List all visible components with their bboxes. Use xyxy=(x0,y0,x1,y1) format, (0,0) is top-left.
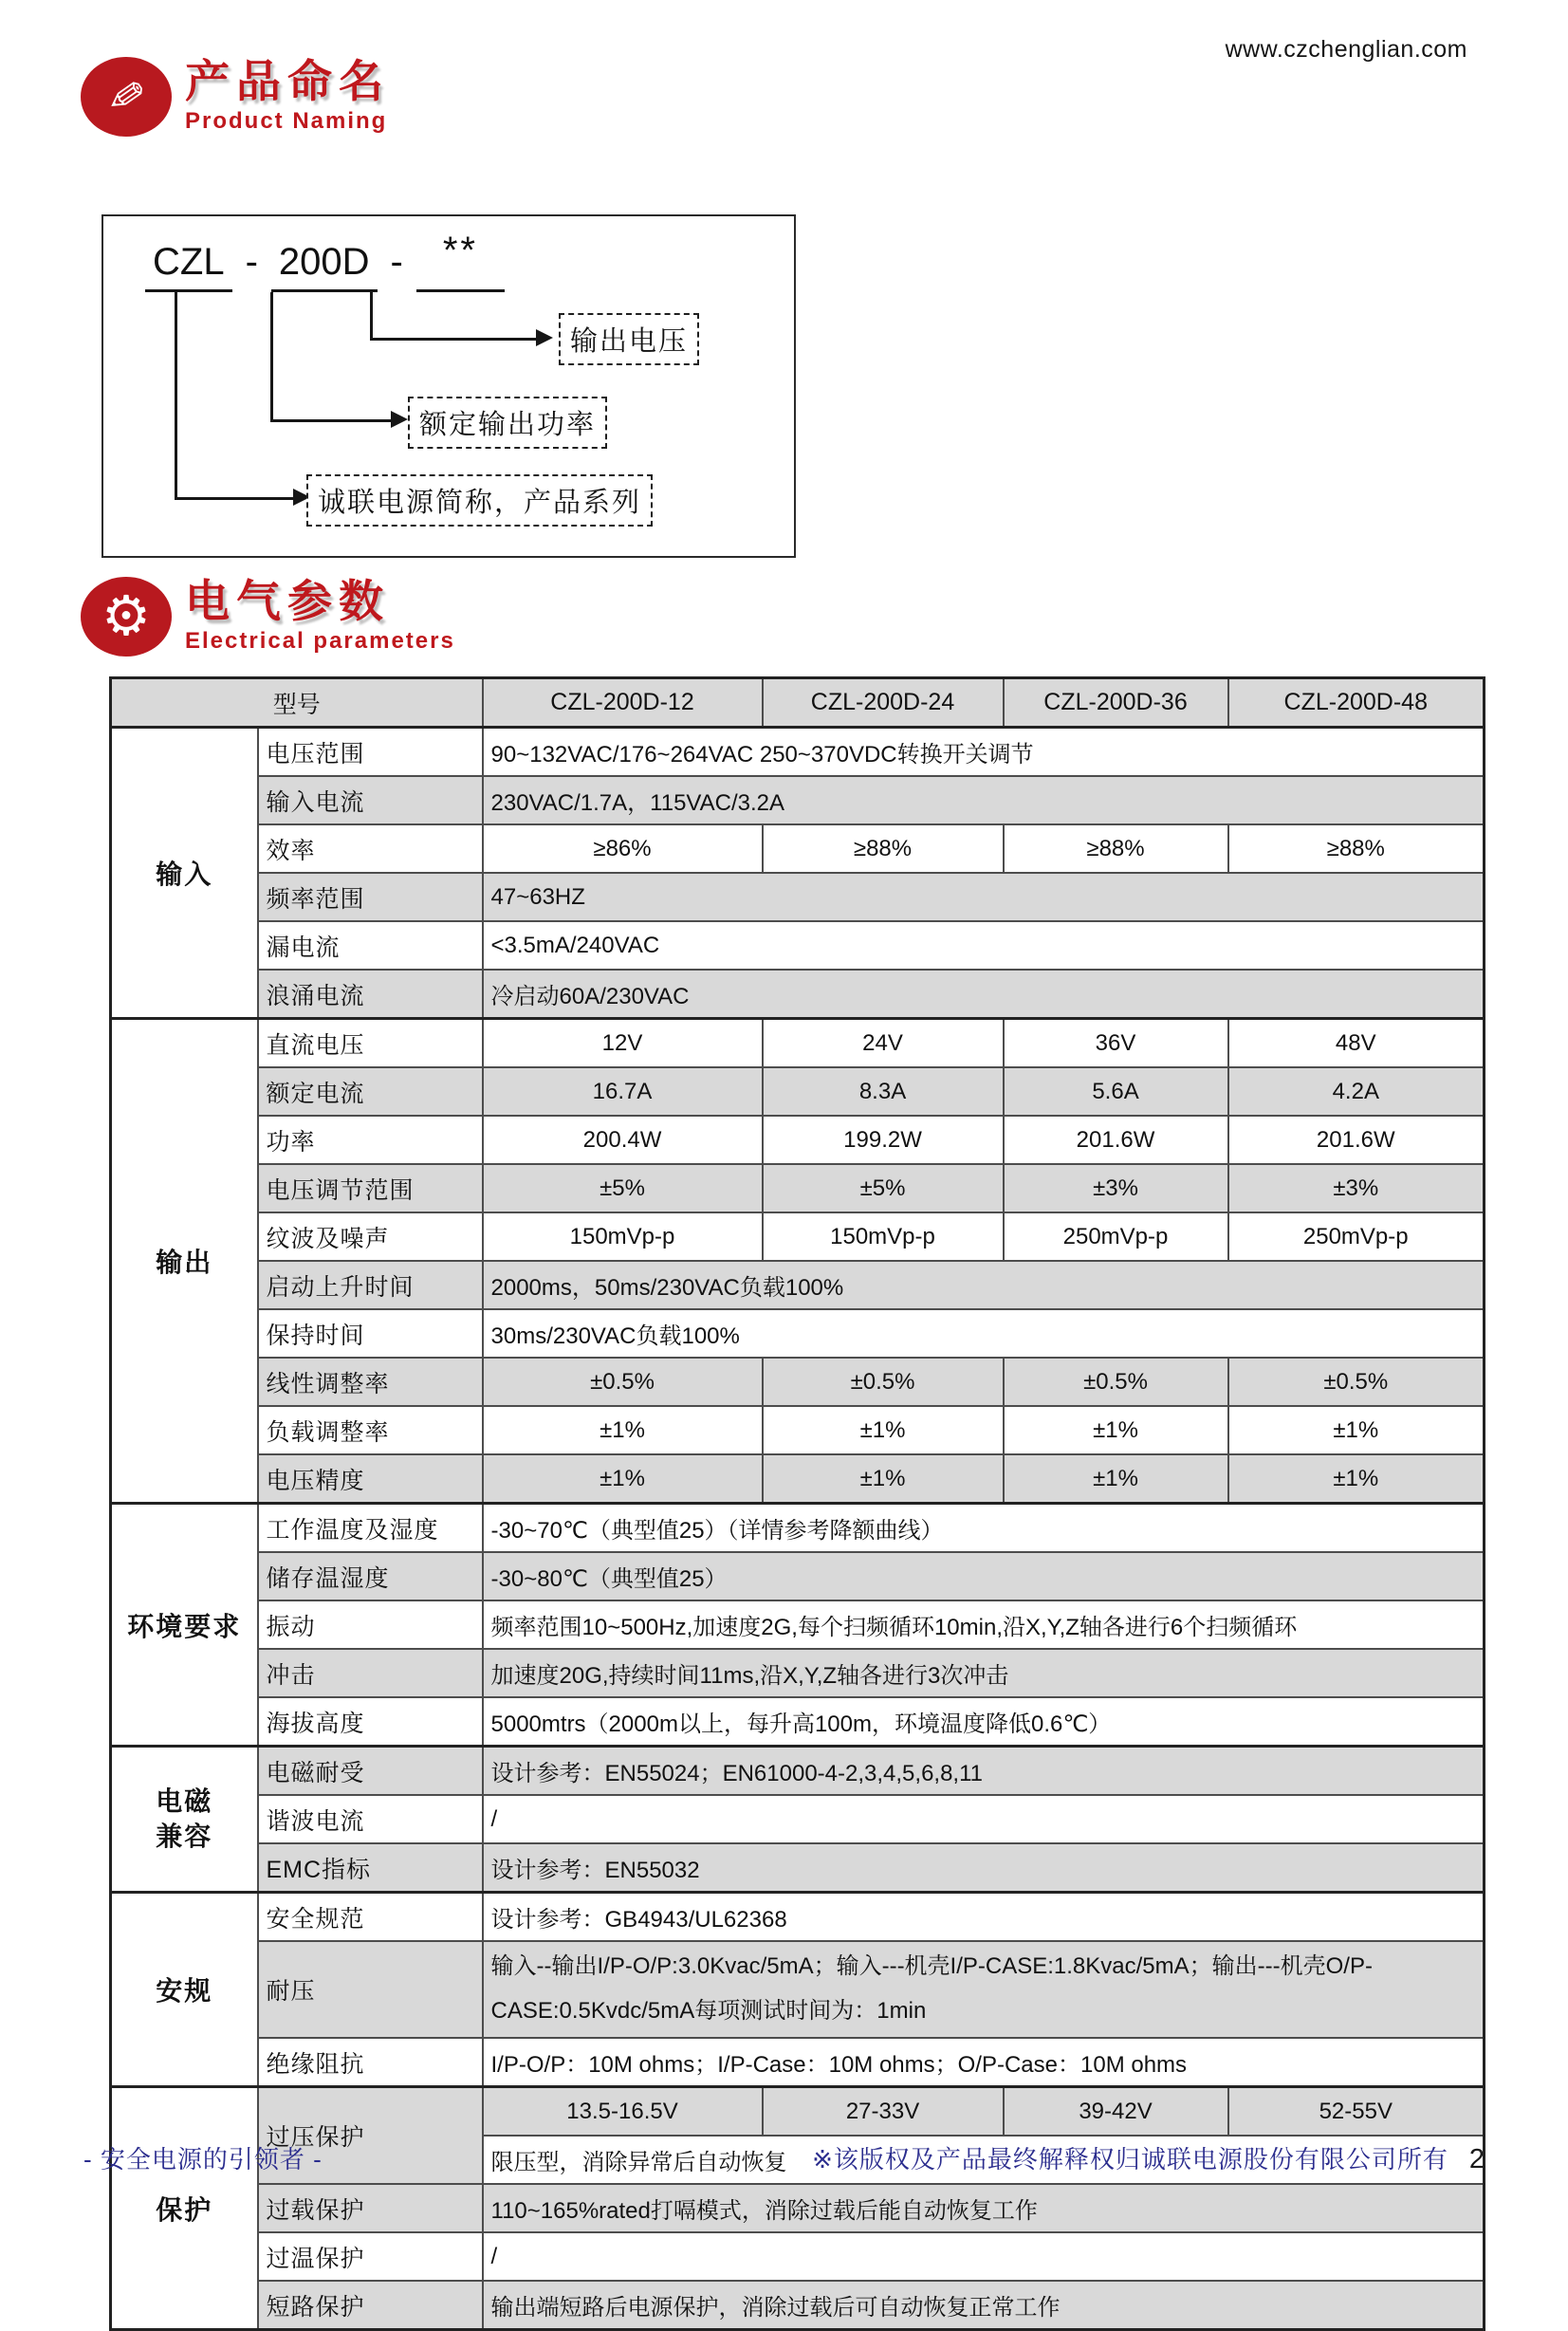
row-efficiency xyxy=(111,824,1485,873)
model-power-segment: 200D xyxy=(271,241,378,292)
row-label: 过压保护 xyxy=(258,2087,483,2185)
row-label: 电磁耐受 xyxy=(258,1747,483,1796)
row-value: 201.6W xyxy=(1228,1116,1485,1164)
row-value: ±0.5% xyxy=(483,1358,763,1406)
row-value: ±1% xyxy=(1228,1406,1485,1454)
model-voltage-segment: ** xyxy=(416,241,505,292)
row-label: 耐压 xyxy=(258,1941,483,2038)
group-protection: 保护 xyxy=(111,2087,258,2330)
row-label: 直流电压 xyxy=(258,1019,483,1068)
row-value: 24V xyxy=(763,1019,1004,1068)
arrow-right-icon xyxy=(536,329,553,346)
row-value: / xyxy=(483,2232,1485,2281)
row-power xyxy=(111,1116,1485,1164)
row-value: ±1% xyxy=(1228,1454,1485,1504)
row-label: 负载调整率 xyxy=(258,1406,483,1454)
row-value: 90~132VAC/176~264VAC 250~370VDC转换开关调节 xyxy=(483,728,1485,777)
label-series: 诚联电源简称，产品系列 xyxy=(306,474,653,527)
row-value: ±3% xyxy=(1228,1164,1485,1212)
row-value: 27-33V xyxy=(763,2087,1004,2137)
row-value: 110~165%rated打嗝模式，消除过载后能自动恢复工作 xyxy=(483,2184,1485,2232)
row-value: 200.4W xyxy=(483,1116,763,1164)
row-value: 限压型，消除异常后自动恢复 xyxy=(483,2136,1485,2184)
row-value: ±1% xyxy=(1004,1406,1228,1454)
row-label: 启动上升时间 xyxy=(258,1261,483,1309)
row-value: -30~70℃（典型值25）（详情参考降额曲线） xyxy=(483,1504,1485,1553)
row-label: 过载保护 xyxy=(258,2184,483,2232)
group-safety: 安规 xyxy=(111,1893,258,2087)
row-label: 输入电流 xyxy=(258,776,483,824)
row-label: 浪涌电流 xyxy=(258,970,483,1019)
row-value: 8.3A xyxy=(763,1067,1004,1116)
row-label: 线性调整率 xyxy=(258,1358,483,1406)
row-dc-voltage xyxy=(111,1019,1485,1068)
row-altitude xyxy=(111,1697,1485,1747)
row-load-regulation xyxy=(111,1406,1485,1454)
row-value: 加速度20G,持续时间11ms,沿X,Y,Z轴各进行3次冲击 xyxy=(483,1649,1485,1697)
row-value: ±3% xyxy=(1004,1164,1228,1212)
row-ovp-values xyxy=(111,2087,1485,2137)
row-value: 设计参考：EN55032 xyxy=(483,1843,1485,1893)
row-hold-time xyxy=(111,1309,1485,1358)
row-label: 海拔高度 xyxy=(258,1697,483,1747)
row-value: 30ms/230VAC负载100% xyxy=(483,1309,1485,1358)
row-value: ≥86% xyxy=(483,824,763,873)
row-label: 安全规范 xyxy=(258,1893,483,1942)
page-footer xyxy=(83,2140,1485,2175)
row-label: 冲击 xyxy=(258,1649,483,1697)
row-value: I/P-O/P：10M ohms；I/P-Case：10M ohms；O/P-Case：10M ohms xyxy=(483,2038,1485,2087)
row-label: 谐波电流 xyxy=(258,1795,483,1843)
row-value: ±1% xyxy=(483,1454,763,1504)
row-shock xyxy=(111,1649,1485,1697)
row-label: 纹波及噪声 xyxy=(258,1212,483,1261)
row-value: ±1% xyxy=(1004,1454,1228,1504)
row-rise-time xyxy=(111,1261,1485,1309)
row-value: ≥88% xyxy=(1228,824,1485,873)
header-model-48: CZL-200D-48 xyxy=(1228,678,1485,728)
row-ripple-noise xyxy=(111,1212,1485,1261)
row-leakage-current xyxy=(111,921,1485,970)
row-harmonic-current xyxy=(111,1795,1485,1843)
row-value: ±5% xyxy=(763,1164,1004,1212)
header-model: 型号 xyxy=(111,678,483,728)
row-value: ≥88% xyxy=(1004,824,1228,873)
row-value: ±1% xyxy=(763,1406,1004,1454)
row-label: 振动 xyxy=(258,1600,483,1649)
row-voltage-range xyxy=(111,728,1485,777)
group-environment: 环境要求 xyxy=(111,1504,258,1747)
row-label: EMC指标 xyxy=(258,1843,483,1893)
gear-icon: ⚙ xyxy=(101,585,151,647)
row-label: 效率 xyxy=(258,824,483,873)
row-short-circuit-protection xyxy=(111,2281,1485,2330)
footer-copyright: ※该版权及产品最终解释权归诚联电源股份有限公司所有 xyxy=(812,2145,1448,2174)
product-naming-logo xyxy=(81,57,172,137)
row-label: 短路保护 xyxy=(258,2281,483,2330)
group-input: 输入 xyxy=(111,728,258,1019)
row-value: 36V xyxy=(1004,1019,1228,1068)
row-label: 电压范围 xyxy=(258,728,483,777)
row-value: 4.2A xyxy=(1228,1067,1485,1116)
arrow-right-icon xyxy=(391,411,408,428)
row-value: ±0.5% xyxy=(763,1358,1004,1406)
table-header-row xyxy=(111,678,1485,728)
group-output: 输出 xyxy=(111,1019,258,1504)
group-emc: 电磁 兼容 xyxy=(111,1747,258,1893)
footer-slogan: - 安全电源的引领者 - xyxy=(83,2145,323,2174)
row-overload-protection xyxy=(111,2184,1485,2232)
electrical-parameters-logo xyxy=(81,577,172,657)
row-em-immunity xyxy=(111,1747,1485,1796)
row-value: <3.5mA/240VAC xyxy=(483,921,1485,970)
pencil-icon: ✎ xyxy=(103,69,149,124)
row-emc-index xyxy=(111,1843,1485,1893)
product-naming-header xyxy=(81,57,390,137)
row-value: 250mVp-p xyxy=(1228,1212,1485,1261)
row-value: 5.6A xyxy=(1004,1067,1228,1116)
row-safety-standard xyxy=(111,1893,1485,1942)
row-voltage-adjust xyxy=(111,1164,1485,1212)
website-url: www.czchenglian.com xyxy=(1225,36,1467,63)
row-frequency-range xyxy=(111,873,1485,921)
row-value: 150mVp-p xyxy=(763,1212,1004,1261)
row-value: 199.2W xyxy=(763,1116,1004,1164)
row-label: 过温保护 xyxy=(258,2232,483,2281)
electrical-parameters-table xyxy=(109,676,1485,2331)
electrical-parameters-header xyxy=(81,577,455,657)
row-value: 12V xyxy=(483,1019,763,1068)
row-value: 2000ms，50ms/230VAC负载100% xyxy=(483,1261,1485,1309)
model-code xyxy=(145,230,505,292)
row-value: 设计参考：EN55024；EN61000-4-2,3,4,5,6,8,11 xyxy=(483,1747,1485,1796)
label-output-voltage: 输出电压 xyxy=(559,313,699,365)
row-value: 250mVp-p xyxy=(1004,1212,1228,1261)
row-value: 39-42V xyxy=(1004,2087,1228,2137)
row-rated-current xyxy=(111,1067,1485,1116)
label-rated-power: 额定输出功率 xyxy=(408,397,607,449)
row-label: 额定电流 xyxy=(258,1067,483,1116)
row-value: 设计参考：GB4943/UL62368 xyxy=(483,1893,1485,1942)
row-input-current xyxy=(111,776,1485,824)
row-line-regulation xyxy=(111,1358,1485,1406)
row-value: 频率范围10~500Hz,加速度2G,每个扫频循环10min,沿X,Y,Z轴各进行6个扫频循环 xyxy=(483,1600,1485,1649)
row-value: ±1% xyxy=(763,1454,1004,1504)
row-value: ±0.5% xyxy=(1004,1358,1228,1406)
row-value: ±5% xyxy=(483,1164,763,1212)
row-value: ±1% xyxy=(483,1406,763,1454)
section-title-product-naming: 产品命名 xyxy=(185,56,390,106)
row-value: 输出端短路后电源保护，消除过载后可自动恢复正常工作 xyxy=(483,2281,1485,2330)
row-value: 输入--输出I/P-O/P:3.0Kvac/5mA；输入---机壳I/P-CASE:1.8Kvac/5mA；输出---机壳O/P-CASE:0.5Kvdc/5mA每项测试时间为：1min xyxy=(483,1941,1485,2038)
header-model-36: CZL-200D-36 xyxy=(1004,678,1228,728)
row-label: 频率范围 xyxy=(258,873,483,921)
row-voltage-accuracy xyxy=(111,1454,1485,1504)
row-value: ±0.5% xyxy=(1228,1358,1485,1406)
row-withstand-voltage xyxy=(111,1941,1485,2038)
row-value: 201.6W xyxy=(1004,1116,1228,1164)
row-label: 功率 xyxy=(258,1116,483,1164)
row-value: / xyxy=(483,1795,1485,1843)
header-model-12: CZL-200D-12 xyxy=(483,678,763,728)
row-label: 储存温湿度 xyxy=(258,1552,483,1600)
row-value: 52-55V xyxy=(1228,2087,1485,2137)
row-vibration xyxy=(111,1600,1485,1649)
row-label: 保持时间 xyxy=(258,1309,483,1358)
row-label: 电压调节范围 xyxy=(258,1164,483,1212)
header-model-24: CZL-200D-24 xyxy=(763,678,1004,728)
row-value: 230VAC/1.7A，115VAC/3.2A xyxy=(483,776,1485,824)
row-value: 13.5-16.5V xyxy=(483,2087,763,2137)
model-dash: - xyxy=(245,241,258,283)
row-value: -30~80℃（典型值25） xyxy=(483,1552,1485,1600)
row-label: 漏电流 xyxy=(258,921,483,970)
connector-series xyxy=(175,292,297,500)
row-value: 冷启动60A/230VAC xyxy=(483,970,1485,1019)
connector-output-voltage xyxy=(370,292,540,341)
row-storage-temp xyxy=(111,1552,1485,1600)
row-value: 16.7A xyxy=(483,1067,763,1116)
row-insulation xyxy=(111,2038,1485,2087)
naming-diagram xyxy=(101,214,796,558)
row-value: 5000mtrs（2000m以上，每升高100m，环境温度降低0.6℃） xyxy=(483,1697,1485,1747)
row-overtemp-protection xyxy=(111,2232,1485,2281)
row-value: 47~63HZ xyxy=(483,873,1485,921)
page-number: 2 xyxy=(1468,2144,1485,2174)
row-label: 工作温度及湿度 xyxy=(258,1504,483,1553)
row-value: 150mVp-p xyxy=(483,1212,763,1261)
section-title-electrical: 电气参数 xyxy=(185,576,390,626)
row-label: 电压精度 xyxy=(258,1454,483,1504)
row-operating-temp xyxy=(111,1504,1485,1553)
row-value: ≥88% xyxy=(763,824,1004,873)
model-series-segment: CZL xyxy=(145,241,232,292)
model-dash: - xyxy=(390,241,403,283)
row-inrush-current xyxy=(111,970,1485,1019)
row-value: 48V xyxy=(1228,1019,1485,1068)
section-subtitle-electrical: Electrical parameters xyxy=(185,627,455,654)
section-subtitle-product-naming: Product Naming xyxy=(185,107,388,134)
row-label: 绝缘阻抗 xyxy=(258,2038,483,2087)
